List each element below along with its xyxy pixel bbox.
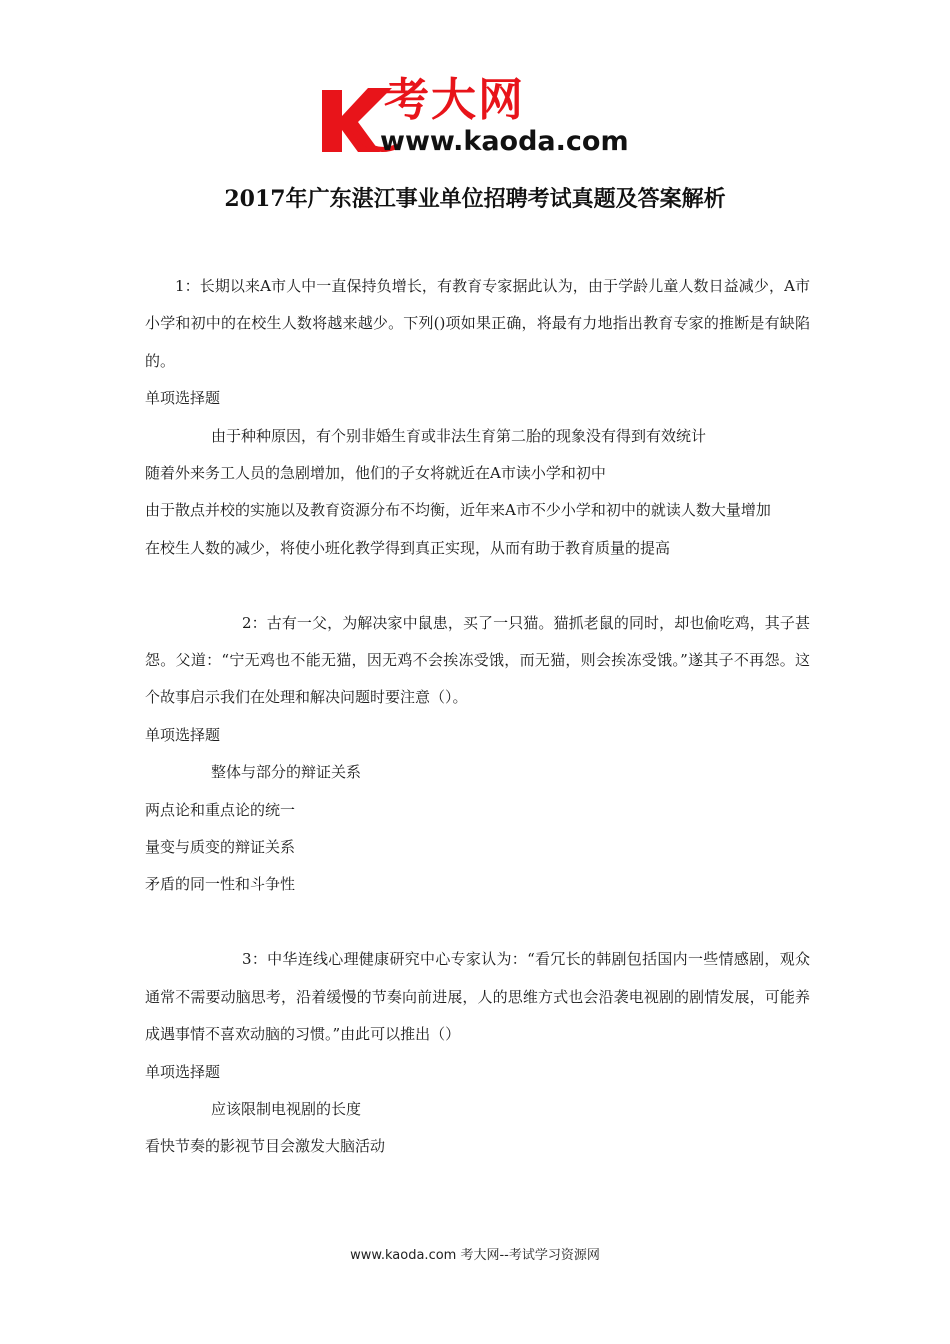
question-2 bbox=[145, 605, 810, 904]
kaoda-logo bbox=[318, 73, 638, 160]
option: 两点论和重点论的统一 bbox=[145, 800, 296, 819]
spacer bbox=[145, 904, 810, 941]
page-footer[interactable]: www.kaoda.com 考大网--考试学习资源网 bbox=[350, 1248, 600, 1263]
logo-chinese-text: 考大网 bbox=[384, 73, 526, 126]
logo-url-text: www.kaoda.com bbox=[380, 126, 629, 157]
question-stem: 1：长期以来A市人中一直保持负增长，有教育专家据此认为，由于学龄儿童人数日益减少，A市小学和初中的在校生人数将越来越少。下列()项如果正确，将最有力地指出教育专家的推断是有缺陷的。 bbox=[145, 277, 810, 370]
option: 随着外来务工人员的急剧增加，他们的子女将就近在A市读小学和初中 bbox=[145, 464, 606, 483]
question-1 bbox=[145, 268, 810, 567]
question-type: 单项选择题 bbox=[145, 725, 221, 744]
option: 矛盾的同一性和斗争性 bbox=[145, 875, 296, 894]
document-title: 2017年广东湛江事业单位招聘考试真题及答案解析 bbox=[224, 186, 726, 212]
option: 由于散点并校的实施以及教育资源分布不均衡，近年来A市不少小学和初中的就读人数大量增加 bbox=[145, 501, 771, 520]
option: 在校生人数的减少，将使小班化教学得到真正实现，从而有助于教育质量的提高 bbox=[145, 538, 671, 557]
option: 量变与质变的辩证关系 bbox=[145, 838, 296, 857]
option: 整体与部分的辩证关系 bbox=[211, 763, 362, 782]
option: 看快节奏的影视节目会激发大脑活动 bbox=[145, 1137, 386, 1156]
spacer bbox=[145, 567, 810, 604]
option: 由于种种原因，有个别非婚生育或非法生育第二胎的现象没有得到有效统计 bbox=[211, 426, 707, 445]
option: 应该限制电视剧的长度 bbox=[211, 1099, 362, 1118]
question-stem: 3：中华连线心理健康研究中心专家认为：“看冗长的韩剧包括国内一些情感剧，观众通常不需要动脑思考，沿着缓慢的节奏向前进展，人的思维方式也会沿袭电视剧的剧情发展，可能养成遇事情不喜欢动脑的习惯。”由此可以推出（） bbox=[145, 950, 810, 1044]
question-list bbox=[145, 268, 810, 1166]
question-stem: 2：古有一父，为解决家中鼠患，买了一只猫。猫抓老鼠的同时，却也偷吃鸡，其子甚怨。父道：“宁无鸡也不能无猫，因无鸡不会挨冻受饿，而无猫，则会挨冻受饿。”遂其子不再怨。这个故事启示我们在处理和解决问题时要注意（）。 bbox=[145, 613, 810, 707]
question-type: 单项选择题 bbox=[145, 1062, 221, 1081]
question-3 bbox=[145, 941, 810, 1165]
question-type: 单项选择题 bbox=[145, 389, 221, 408]
